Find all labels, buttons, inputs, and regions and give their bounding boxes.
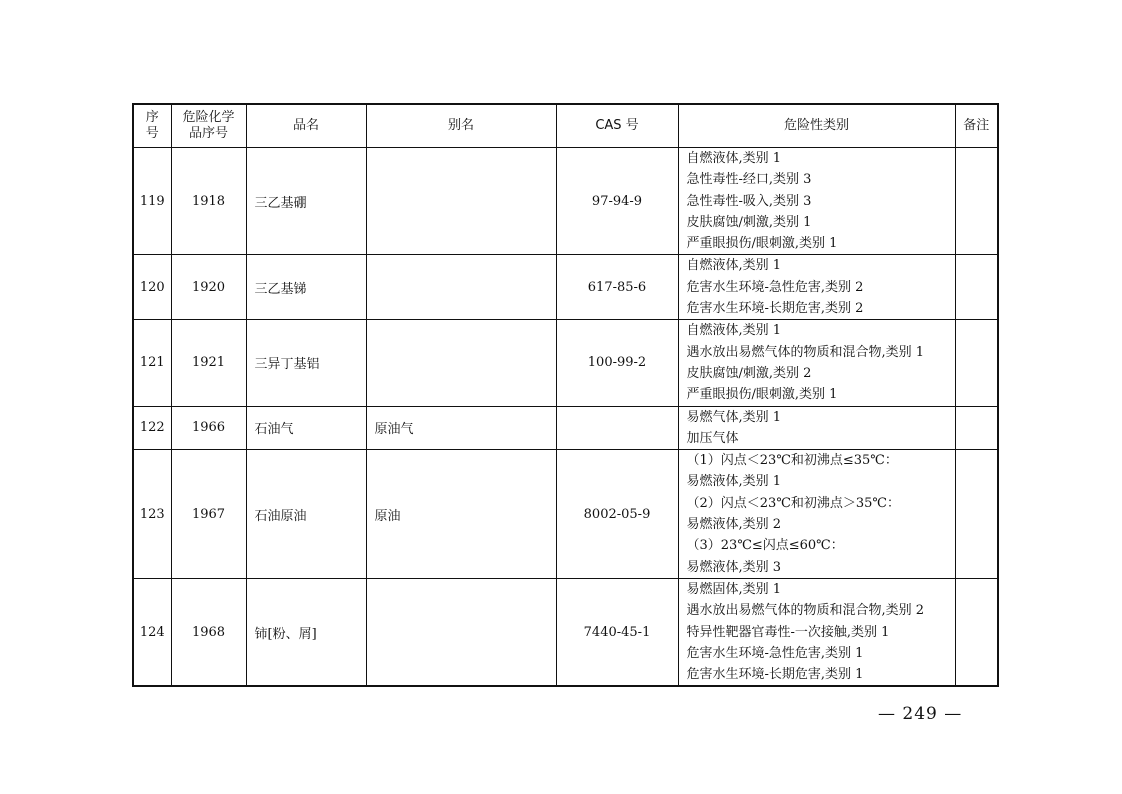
cell-hazards (678, 450, 955, 579)
cell-alias (366, 255, 556, 320)
cell-name: 三乙基锑 (246, 255, 366, 320)
header-name: 品名 (246, 104, 366, 148)
cell-cas: 617-85-6 (556, 255, 678, 320)
table-row (133, 578, 998, 686)
hazard-line: 危害水生环境-长期危害,类别 2 (686, 301, 864, 317)
cell-catalog-no: 1918 (171, 148, 246, 255)
header-cas: CAS 号 (556, 104, 678, 148)
cell-catalog-no: 1921 (171, 320, 246, 406)
hazard-line: 急性毒性-吸入,类别 3 (686, 193, 812, 209)
cell-hazards (678, 406, 955, 450)
hazard-line: 遇水放出易燃气体的物质和混合物,类别 1 (686, 344, 925, 360)
hazard-line: 易燃气体,类别 1 (686, 409, 782, 425)
cell-seq: 120 (133, 255, 171, 320)
table-row (133, 406, 998, 450)
hazard-line: 危害水生环境-急性危害,类别 2 (686, 279, 864, 295)
cell-name: 石油原油 (246, 450, 366, 579)
hazard-line: 特异性靶器官毒性-一次接触,类别 1 (686, 624, 890, 640)
cell-cas: 7440-45-1 (556, 578, 678, 686)
cell-cas (556, 406, 678, 450)
table-row (133, 255, 998, 320)
cell-catalog-no: 1968 (171, 578, 246, 686)
hazard-line: 加压气体 (686, 430, 739, 446)
cell-seq: 123 (133, 450, 171, 579)
cell-seq: 122 (133, 406, 171, 450)
hazard-line: （1）闪点＜23℃和初沸点≤35℃： (686, 453, 898, 469)
hazardous-chemicals-table (132, 103, 999, 687)
cell-name: 三乙基硼 (246, 148, 366, 255)
header-seq: 序 号 (133, 104, 171, 148)
cell-cas: 97-94-9 (556, 148, 678, 255)
hazard-line: 自燃液体,类别 1 (686, 323, 782, 339)
table-row (133, 148, 998, 255)
page-number: — 249 — (878, 704, 963, 724)
hazard-line: 急性毒性-经口,类别 3 (686, 172, 812, 188)
hazard-line: 易燃液体,类别 2 (686, 517, 782, 533)
cell-catalog-no: 1966 (171, 406, 246, 450)
cell-hazards (678, 578, 955, 686)
cell-remark (955, 406, 998, 450)
cell-remark (955, 148, 998, 255)
cell-alias (366, 148, 556, 255)
hazard-line: 危害水生环境-急性危害,类别 1 (686, 645, 864, 661)
table-row (133, 320, 998, 406)
hazard-line: 易燃固体,类别 1 (686, 581, 782, 597)
hazard-line: 自燃液体,类别 1 (686, 151, 782, 166)
hazard-line: 严重眼损伤/眼刺激,类别 1 (686, 236, 838, 252)
cell-alias (366, 578, 556, 686)
hazard-line: 皮肤腐蚀/刺激,类别 1 (686, 214, 812, 230)
cell-alias: 原油 (366, 450, 556, 579)
cell-remark (955, 578, 998, 686)
cell-name: 铈[粉、屑] (246, 578, 366, 686)
cell-hazards (678, 320, 955, 406)
cell-alias (366, 320, 556, 406)
hazard-line: 严重眼损伤/眼刺激,类别 1 (686, 387, 838, 403)
table-row (133, 450, 998, 579)
header-remark: 备注 (955, 104, 998, 148)
cell-hazards (678, 255, 955, 320)
hazard-line: 自燃液体,类别 1 (686, 258, 782, 274)
hazard-line: 遇水放出易燃气体的物质和混合物,类别 2 (686, 603, 925, 619)
header-catalog-no: 危险化学 品序号 (171, 104, 246, 148)
hazard-line: 皮肤腐蚀/刺激,类别 2 (686, 365, 812, 381)
table-header-row (133, 104, 998, 148)
header-alias: 别名 (366, 104, 556, 148)
cell-cas: 8002-05-9 (556, 450, 678, 579)
hazard-line: 易燃液体,类别 1 (686, 474, 782, 490)
cell-alias: 原油气 (366, 406, 556, 450)
cell-hazards (678, 148, 955, 255)
cell-name: 三异丁基铝 (246, 320, 366, 406)
cell-seq: 119 (133, 148, 171, 255)
table-body (133, 148, 998, 687)
cell-cas: 100-99-2 (556, 320, 678, 406)
cell-seq: 121 (133, 320, 171, 406)
header-hazard: 危险性类别 (678, 104, 955, 148)
hazard-line: 危害水生环境-长期危害,类别 1 (686, 667, 864, 683)
hazard-line: （2）闪点＜23℃和初沸点＞35℃： (686, 495, 900, 511)
hazard-line: 易燃液体,类别 3 (686, 559, 782, 575)
cell-catalog-no: 1967 (171, 450, 246, 579)
cell-catalog-no: 1920 (171, 255, 246, 320)
cell-remark (955, 450, 998, 579)
cell-seq: 124 (133, 578, 171, 686)
hazard-line: （3）23℃≤闪点≤60℃： (686, 538, 844, 554)
cell-remark (955, 320, 998, 406)
cell-remark (955, 255, 998, 320)
cell-name: 石油气 (246, 406, 366, 450)
